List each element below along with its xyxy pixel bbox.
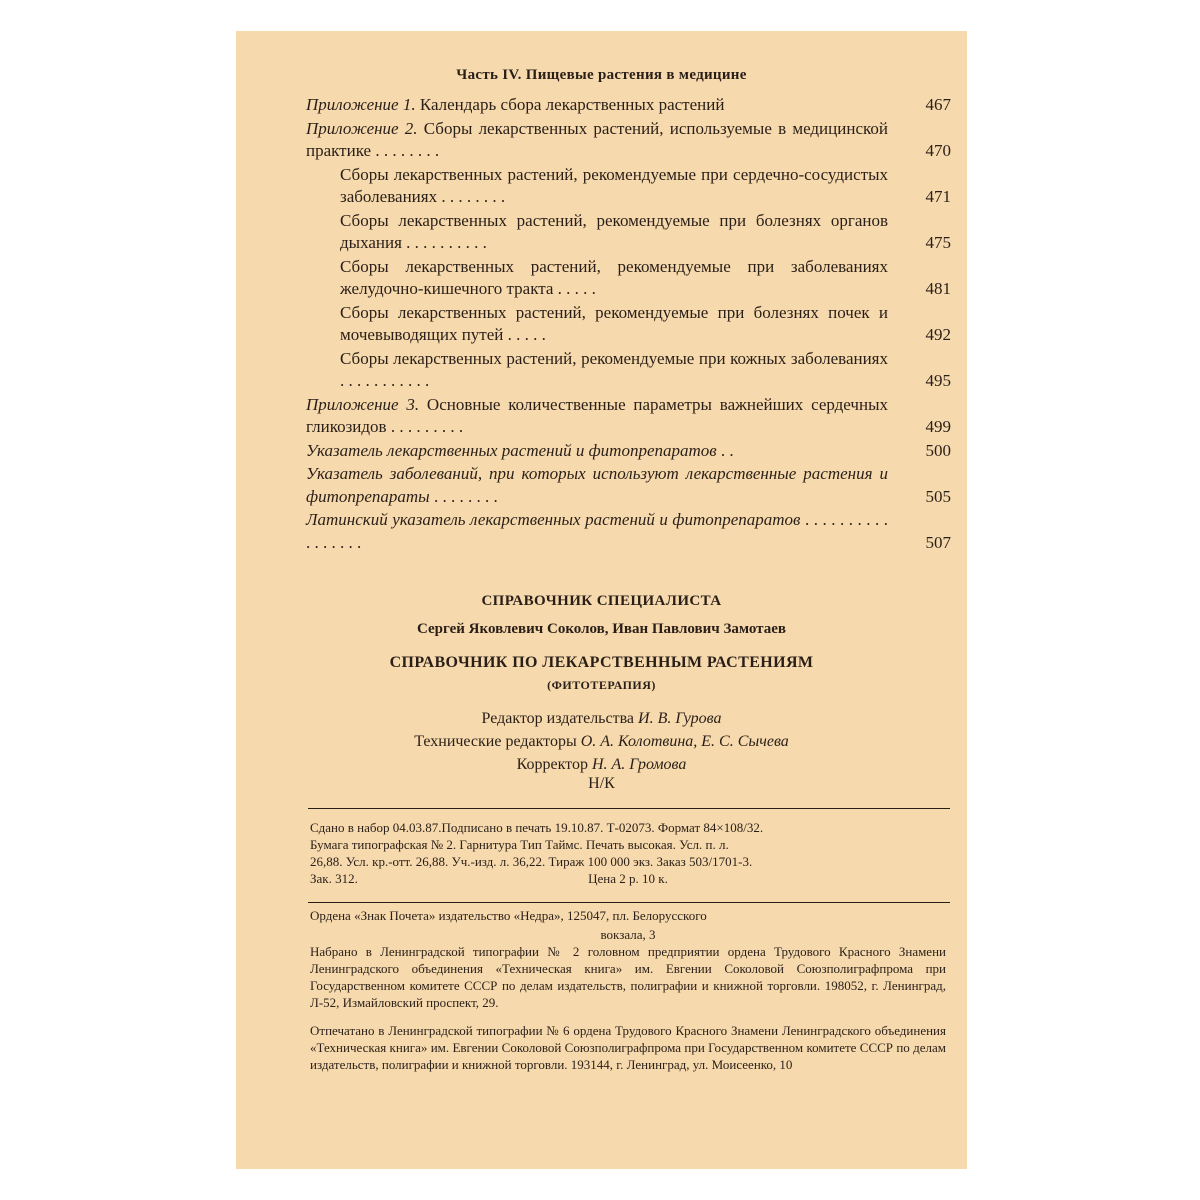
toc-label: Приложение 1. — [306, 95, 416, 114]
authors: Сергей Яковлевич Соколов, Иван Павлович Замотаев — [416, 621, 786, 637]
imprint-line: Сдано в набор 04.03.87.Подписано в печать 19.10.87. Т-02073. Формат 84×108/32. — [310, 820, 764, 835]
credit-name: О. А. Колотвина, Е. С. Сычева — [580, 733, 789, 750]
credits — [236, 707, 967, 776]
toc-text: . . . . . . . . — [429, 486, 498, 506]
book-page — [236, 31, 967, 1169]
toc-entry — [306, 440, 951, 463]
credit-role: Технические редакторы — [414, 733, 581, 750]
toc-page-number: 505 — [925, 486, 951, 506]
toc-entry — [306, 509, 951, 554]
table-of-contents — [306, 94, 951, 555]
toc-text: Сборы лекарственных растений, рекомендуемые при кожных заболеваниях . . . . . . . . . . . — [340, 348, 888, 390]
credit-name: И. В. Гурова — [638, 710, 722, 727]
toc-text: Сборы лекарственных растений, рекомендуемые при сердечно-сосудистых заболеваниях . . . . . . . . — [340, 164, 888, 206]
credit-line — [236, 707, 967, 730]
toc-text: Сборы лекарственных растений, рекомендуемые при болезнях почек и мочевыводящих путей . . . . . — [340, 302, 888, 344]
imprint-line: 26,88. Усл. кр.-отт. 26,88. Уч.-изд. л. 36,22. Тираж 100 000 экз. Заказ 503/1701-3. — [310, 854, 753, 869]
imprint-block — [310, 819, 946, 887]
toc-text: . . — [716, 440, 734, 460]
toc-label: Указатель лекарственных растений и фитопрепаратов — [306, 440, 717, 460]
toc-page-number: 481 — [925, 279, 951, 298]
series-title: СПРАВОЧНИК СПЕЦИАЛИСТА — [481, 593, 722, 609]
divider — [308, 902, 950, 903]
publisher-line: Ордена «Знак Почета» издательство «Недра», 125047, пл. Белорусского — [310, 908, 707, 923]
toc-label: Приложение 2. — [306, 118, 418, 138]
toc-text: Сборы лекарственных растений, рекомендуемые при болезнях органов дыхания . . . . . . . . . . — [340, 210, 888, 252]
toc-page-number: 467 — [925, 95, 951, 114]
toc-entry — [306, 463, 951, 508]
toc-entry — [306, 210, 951, 255]
credit-line — [236, 753, 967, 776]
toc-text: Основные количественные параметры важнейших сердечных гликозидов . . . . . . . . . — [306, 394, 888, 436]
printed-paragraph: Отпечатано в Ленинградской типографии № 6 ордена Трудового Красного Знамени Ленинградского объединения «Техническая книга» им. Евгении Соколовой Союзполиграфпрома при Государственном комитете СССР по делам издательств, полиграфии и книжной торговли. 193144, г. Ленинград, ул. Моисеенко, 10 — [310, 1023, 946, 1072]
toc-page-number: 507 — [925, 532, 951, 552]
credit-role: Редактор издательства — [481, 710, 639, 727]
typeset-paragraph: Набрано в Ленинградской типографии № 2 головном предприятии ордена Трудового Красного Знамени Ленинградского объединения «Техническая книга» им. Евгении Соколовой Союзполиграфпрома при Государственном комитете СССР по делам издательств, полиграфии и книжной торговли. 198052, г. Ленинград, Л-52, Измайловский проспект, 29. — [310, 944, 946, 1010]
book-subtitle: (ФИТОТЕРАПИЯ) — [547, 678, 656, 692]
toc-page-number: 470 — [925, 141, 951, 160]
toc-entry — [306, 348, 951, 393]
price: Цена 2 р. 10 к. — [588, 871, 668, 886]
toc-entry — [306, 302, 951, 347]
credit-role: Корректор — [516, 756, 592, 773]
toc-page-number: 500 — [925, 440, 951, 460]
toc-text: Календарь сбора лекарственных растений — [415, 95, 725, 114]
catalog-code: Н/К — [588, 775, 615, 792]
toc-page-number: 471 — [925, 187, 951, 206]
part-title: Часть IV. Пищевые растения в медицине — [456, 67, 747, 83]
publisher-block — [310, 907, 946, 1075]
toc-text: Сборы лекарственных растений, используемые в медицинской практике . . . . . . . . — [306, 118, 888, 160]
toc-label: Приложение 3. — [306, 394, 420, 414]
toc-label: Указатель заболеваний, при которых используют лекарственные растения и фитопрепараты — [306, 464, 888, 506]
toc-page-number: 495 — [925, 371, 951, 390]
credit-name: Н. А. Громова — [591, 756, 687, 773]
toc-text: Сборы лекарственных растений, рекомендуемые при заболеваниях желудочно-кишечного тракта . . . . . — [340, 256, 888, 298]
order-number: Зак. 312. — [310, 871, 358, 886]
toc-entry — [306, 118, 951, 163]
book-title: СПРАВОЧНИК ПО ЛЕКАРСТВЕННЫМ РАСТЕНИЯМ — [389, 654, 814, 671]
toc-entry — [306, 94, 951, 117]
toc-text: . . . . . . . . . . . . . . . . . — [306, 510, 888, 552]
toc-entry — [306, 164, 951, 209]
toc-page-number: 492 — [925, 325, 951, 344]
toc-entry — [306, 394, 951, 439]
imprint-line: Бумага типографская № 2. Гарнитура Тип Таймс. Печать высокая. Усл. п. л. — [310, 837, 729, 852]
credit-line — [236, 730, 967, 753]
toc-entry — [306, 256, 951, 301]
publisher-address: вокзала, 3 — [600, 927, 656, 942]
toc-label: Латинский указатель лекарственных растений и фитопрепаратов — [306, 510, 801, 529]
divider — [308, 808, 950, 809]
toc-page-number: 499 — [925, 417, 951, 436]
toc-page-number: 475 — [925, 233, 951, 252]
